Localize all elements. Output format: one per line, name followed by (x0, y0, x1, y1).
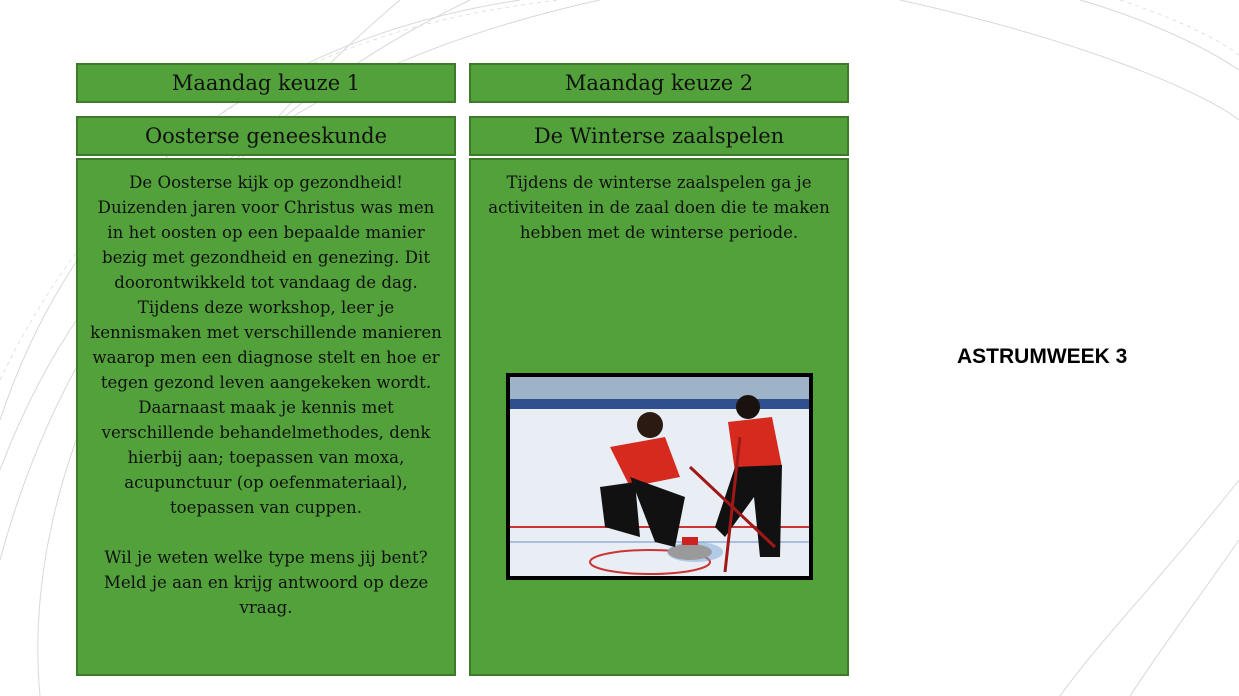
column-1-title: Maandag keuze 1 (76, 63, 456, 103)
column-2-subtitle: De Winterse zaalspelen (469, 116, 849, 156)
event-title: ASTRUMWEEK 3 (957, 345, 1128, 368)
column-2-description: Tijdens de winterse zaalspelen ga je activiteiten in de zaal doen die te maken hebben met de winterse periode. (469, 158, 849, 676)
column-1-subtitle: Oosterse geneeskunde (76, 116, 456, 156)
column-1-description: De Oosterse kijk op gezondheid! Duizenden jaren voor Christus was men in het oosten op een bepaalde manier bezig met gezondheid en genezing. Dit doorontwikkeld tot vandaag de dag. Tijdens deze workshop, leer je kennismaken met verschillende manieren waarop men een diagnose stelt en hoe er tegen gezond leven aangekeken wordt. Daarnaast maak je kennis met verschillende behandelmethodes, denk hierbij aan; toepassen van moxa, acupunctuur (op oefenmateriaal), toepassen van cuppen. Wil je weten welke type mens jij bent? Meld je aan en krijg antwoord op deze vraag. (76, 158, 456, 676)
column-2-title: Maandag keuze 2 (469, 63, 849, 103)
curling-photo (506, 373, 813, 580)
